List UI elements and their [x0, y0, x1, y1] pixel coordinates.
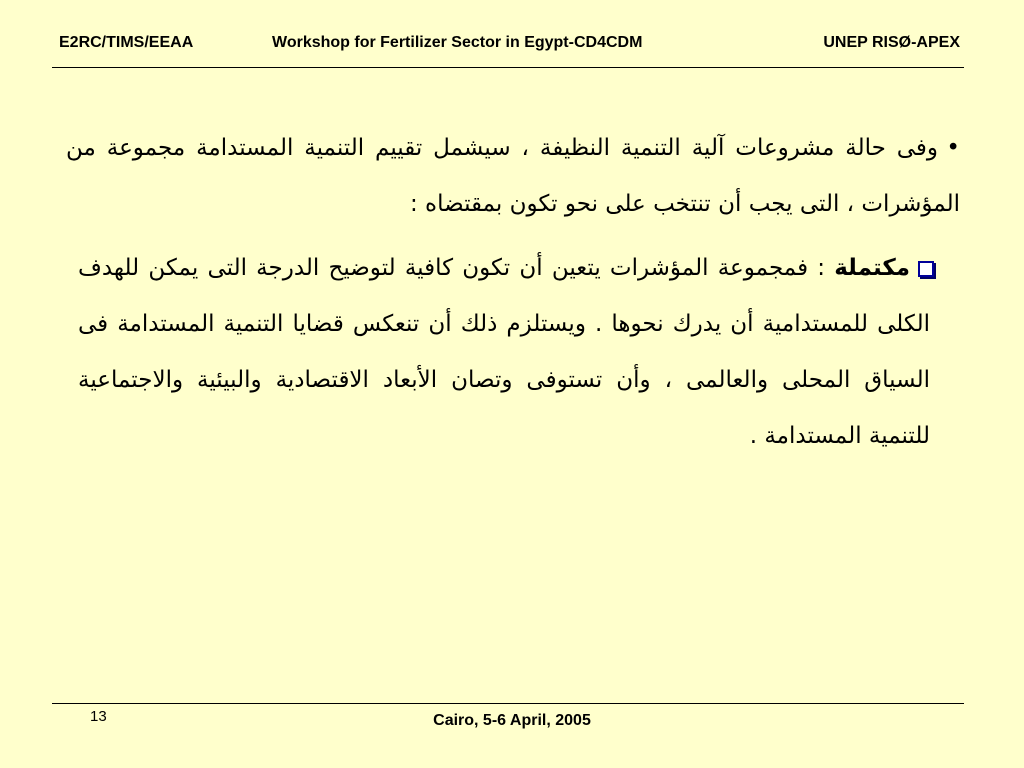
header-workshop-title: Workshop for Fertilizer Sector in Egypt-CD4CDM	[272, 34, 643, 51]
bullet-paragraph-text: وفى حالة مشروعات آلية التنمية النظيفة ، سيشمل تقييم التنمية المستدامة مجموعة من المؤشرات ، التى يجب أن تنتخب على نحو تكون بمقتضاه :	[66, 135, 960, 217]
slide-header	[52, 34, 964, 56]
bullet-icon: •	[946, 135, 960, 161]
header-divider	[52, 67, 964, 68]
footer-divider	[52, 703, 964, 704]
sub-item	[78, 240, 930, 464]
page-number: 13	[90, 708, 107, 725]
footer-date: Cairo, 5-6 April, 2005	[433, 712, 591, 729]
checkbox-bullet-icon	[918, 261, 934, 277]
header-right-org: UNEP RISØ-APEX	[823, 34, 960, 51]
bullet-paragraph	[66, 120, 960, 232]
sub-item-text: : فمجموعة المؤشرات يتعين أن تكون كافية لتوضيح الدرجة التى يمكن للهدف الكلى للمستدامية أن يدرك نحوها . ويستلزم ذلك أن تنعكس قضايا التنمية المستدامة فى السياق المحلى والعالمى ، وأن تستوفى وتصان الأبعاد الاقتصادية والبيئية والاجتماعية للتنمية المستدامة .	[78, 255, 930, 449]
sub-item-term: مكتملة	[834, 255, 910, 281]
header-left-org: E2RC/TIMS/EEAA	[59, 34, 194, 51]
